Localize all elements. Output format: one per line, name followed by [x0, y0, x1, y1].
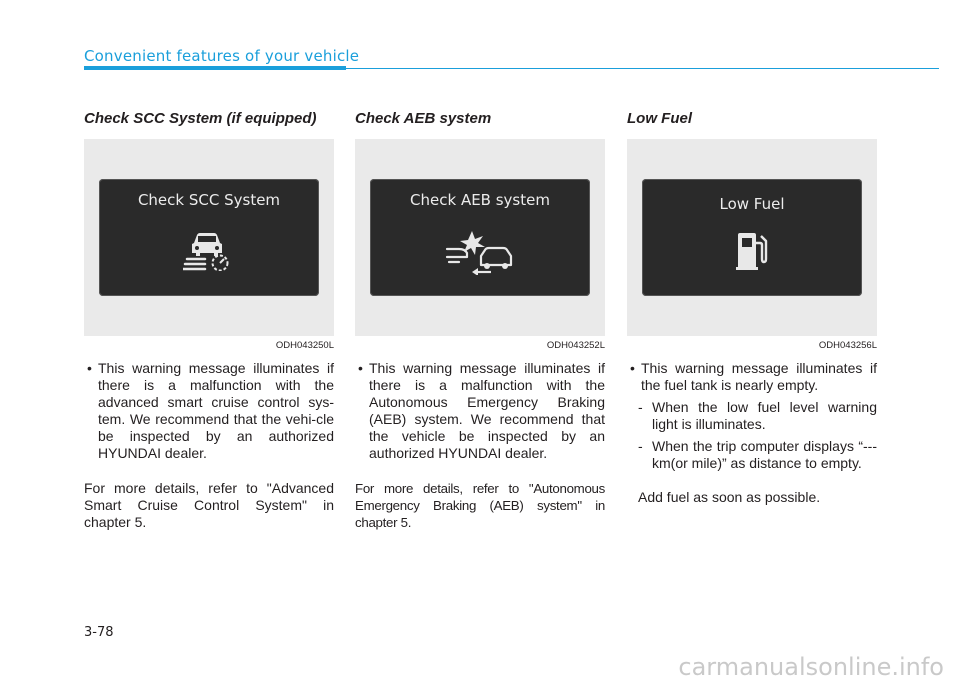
- header-bar: [84, 66, 346, 70]
- section-title: Low Fuel: [627, 110, 692, 127]
- watermark: carmanualsonline.info: [678, 653, 944, 681]
- bullet-item: • This warning message illuminates if the fuel tank is nearly empty.: [627, 360, 877, 394]
- cluster-display: [642, 179, 862, 296]
- advice-paragraph: Add fuel as soon as possible.: [638, 489, 821, 505]
- dash-item: - When the trip computer displays “--- km(or mile)” as distance to empty.: [638, 438, 877, 471]
- cluster-illustration: [84, 139, 334, 336]
- dash-item-text: When the trip computer displays “--- km(or mile)” as distance to empty.: [652, 438, 877, 471]
- image-code: ODH043250L: [275, 340, 334, 351]
- aeb-collision-icon: [445, 229, 515, 280]
- cluster-display: [99, 179, 319, 296]
- header-rule: [346, 68, 939, 69]
- dash-item-text: When the low fuel level warning light is illuminates.: [652, 399, 877, 432]
- reference-paragraph: For more details, refer to "Autonomous Emergency Braking (AEB) system" in chapter 5.: [355, 481, 605, 530]
- image-code: ODH043252L: [546, 340, 605, 351]
- section-check-scc: [84, 110, 334, 531]
- fuel-pump-icon: [732, 231, 772, 276]
- scc-car-gauge-icon: [183, 229, 235, 276]
- bullet-item: • This warning message illuminates if there is a malfunction with the advanced smart cruise control sys-tem. We recommend that the vehi-cle be inspected by an authorized HYUNDAI dealer.: [84, 360, 334, 462]
- cluster-illustration: [627, 139, 877, 336]
- section-header-title: Convenient features of your vehicle: [84, 47, 360, 65]
- cluster-illustration: [355, 139, 605, 336]
- display-message: Check AEB system: [410, 191, 550, 209]
- section-check-aeb: [355, 110, 605, 531]
- display-message: Low Fuel: [719, 195, 785, 213]
- section-title: Check AEB system: [355, 110, 492, 127]
- display-message: Check SCC System: [137, 191, 281, 209]
- page-number: 3-78: [84, 625, 114, 640]
- reference-paragraph: For more details, refer to "Advanced Smart Cruise Control System" in chapter 5.: [84, 480, 334, 530]
- bullet-item: • This warning message illuminates if there is a malfunction with the Autonomous Emergency Braking (AEB) system. We recommend that the vehicle be inspected by an authorized HYUNDAI dealer.: [355, 360, 605, 462]
- cluster-display: [370, 179, 590, 296]
- section-title: Check SCC System (if equipped): [84, 110, 317, 127]
- image-code: ODH043256L: [818, 340, 877, 351]
- section-low-fuel: [627, 110, 877, 506]
- dash-item: - When the low fuel level warning light is illuminates.: [638, 399, 877, 432]
